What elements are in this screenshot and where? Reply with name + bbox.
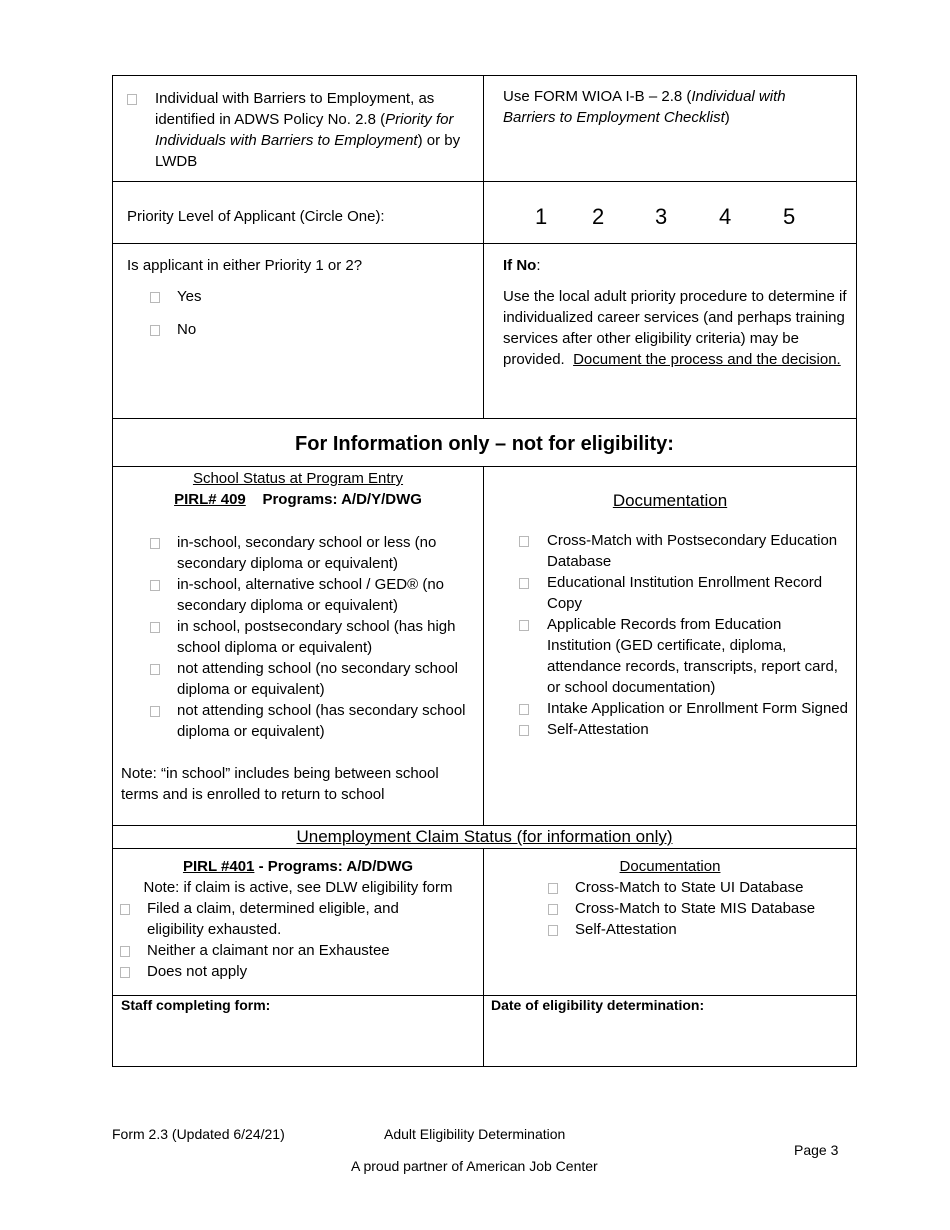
barriers-policy-title: Priority for Individuals with Barriers to Employment [155, 111, 454, 149]
unemployment-heading-cell [113, 826, 857, 849]
school-documentation-list [519, 530, 848, 740]
unemployment-documentation-item [548, 898, 848, 919]
school-status-pirl [113, 489, 483, 510]
unemployment-documentation-item [548, 877, 848, 898]
if-no-colon: : [536, 257, 541, 274]
info-heading: For Information only – not for eligibility: [295, 433, 674, 455]
priority-no-option [150, 319, 483, 340]
documentation-checkbox[interactable] [519, 620, 529, 631]
if-no-document-instruction: Document the process and the decision. [573, 351, 841, 368]
documentation-checkbox[interactable] [519, 578, 529, 589]
barriers-text-end: ) or by LWDB [155, 132, 461, 170]
school-documentation-title: Documentation [612, 491, 728, 510]
staff-cell [113, 996, 484, 1067]
form-reference-close: ) [724, 109, 730, 126]
school-status-option [150, 616, 475, 658]
priority-yes-checkbox[interactable] [150, 292, 160, 303]
eligibility-form-table [112, 75, 857, 1067]
unemployment-documentation-cell [484, 849, 857, 996]
priority-question-row [113, 244, 857, 419]
documentation-checkbox[interactable] [548, 883, 558, 894]
priority-levels [484, 182, 856, 232]
documentation-checkbox[interactable] [519, 725, 529, 736]
unemployment-documentation-list [548, 877, 848, 940]
priority-level-row [113, 182, 857, 244]
unemployment-option-label: Does not apply [147, 963, 248, 980]
barriers-form-reference [503, 86, 842, 128]
documentation-checkbox[interactable] [548, 904, 558, 915]
date-label: Date of eligibility determination: [491, 997, 705, 1013]
documentation-item-label: Cross-Match with Postsecondary Education Database [547, 532, 838, 570]
if-no-text: Use the local adult priority procedure to determine if individualized career services (and perhaps training services after other eligibility criteria) may be provided. [503, 288, 847, 368]
date-cell [484, 996, 857, 1067]
school-status-pirl-number: PIRL# 409 [174, 491, 246, 508]
staff-label: Staff completing form: [121, 997, 271, 1013]
school-status-option-label: not attending school (no secondary school diploma or equivalent) [177, 660, 459, 698]
school-documentation-item [519, 572, 848, 614]
unemployment-pirl [113, 856, 483, 877]
priority-level-2[interactable]: 2 [592, 204, 605, 229]
unemployment-claim-cell [113, 849, 484, 996]
unemployment-checkbox[interactable] [120, 904, 130, 915]
school-status-option [150, 532, 475, 574]
barriers-row [113, 76, 857, 182]
unemployment-options [120, 898, 453, 982]
unemployment-heading-row [113, 826, 857, 849]
footer-page-number: Page 3 [794, 1142, 839, 1158]
unemployment-option [120, 961, 453, 982]
documentation-item-label: Self-Attestation [547, 721, 649, 738]
unemployment-option-label: Neither a claimant nor an Exhaustee [147, 942, 390, 959]
school-status-option-label: not attending school (has secondary school diploma or equivalent) [177, 702, 466, 740]
priority-label-cell [113, 182, 484, 244]
priority-level-3[interactable]: 3 [655, 204, 668, 229]
school-documentation-item [519, 530, 848, 572]
barriers-option [127, 88, 469, 172]
unemployment-note: Note: if claim is active, see DLW eligibility form [143, 879, 453, 896]
barriers-text: Individual with Barriers to Employment, as identified in ADWS Policy No. 2.8 ( [155, 90, 435, 128]
barriers-cell [113, 76, 484, 182]
if-no-label: If No [503, 257, 537, 274]
barriers-form-cell [484, 76, 857, 182]
unemployment-option [120, 940, 453, 961]
unemployment-documentation-title: Documentation [619, 858, 721, 875]
unemployment-option-label: Filed a claim, determined eligible, and eligibility exhausted. [147, 900, 399, 938]
unemployment-heading: Unemployment Claim Status (for information only) [296, 827, 673, 846]
priority-yes-label: Yes [177, 288, 202, 305]
unemployment-row [113, 849, 857, 996]
priority-question: Is applicant in either Priority 1 or 2? [127, 257, 363, 274]
form-reference-text: Use FORM WIOA I-B – 2.8 ( [503, 88, 692, 105]
school-status-checkbox[interactable] [150, 706, 160, 717]
documentation-item-label: Educational Institution Enrollment Record Copy [547, 574, 823, 612]
school-status-row [113, 467, 857, 826]
school-status-note: Note: “in school” includes being between school terms and is enrolled to return to school [121, 765, 439, 803]
signoff-row [113, 996, 857, 1067]
unemployment-programs: - Programs: A/D/DWG [254, 858, 414, 875]
priority-no-label: No [177, 321, 197, 338]
priority-level-1[interactable]: 1 [535, 204, 548, 229]
date-entry-area[interactable] [484, 1014, 856, 1062]
school-status-option-label: in-school, alternative school / GED® (no secondary diploma or equivalent) [177, 576, 445, 614]
documentation-checkbox[interactable] [519, 704, 529, 715]
documentation-item-label: Self-Attestation [575, 921, 677, 938]
staff-entry-area[interactable] [113, 1014, 483, 1062]
school-status-option [150, 574, 475, 616]
if-no-heading [503, 255, 848, 276]
footer-form-id: Form 2.3 (Updated 6/24/21) [112, 1126, 285, 1142]
school-status-options [150, 532, 475, 742]
barriers-checkbox[interactable] [127, 94, 137, 105]
footer-doc-title: Adult Eligibility Determination [384, 1126, 566, 1142]
priority-level-4[interactable]: 4 [719, 204, 732, 229]
unemployment-checkbox[interactable] [120, 946, 130, 957]
if-no-instructions [503, 286, 848, 370]
info-heading-row [113, 419, 857, 467]
priority-yes-option [150, 286, 483, 307]
documentation-checkbox[interactable] [519, 536, 529, 547]
footer-tagline: A proud partner of American Job Center [351, 1158, 598, 1174]
school-status-option [150, 658, 475, 700]
unemployment-pirl-number: PIRL #401 [182, 858, 255, 875]
documentation-item-label: Applicable Records from Education Institution (GED certificate, diploma, attendance records, transcripts, report card, or school documentation) [547, 616, 838, 696]
priority-label: Priority Level of Applicant (Circle One): [127, 208, 385, 225]
school-status-cell [113, 467, 484, 826]
school-documentation-cell [484, 467, 857, 826]
priority-no-checkbox[interactable] [150, 325, 160, 336]
documentation-checkbox[interactable] [548, 925, 558, 936]
info-heading-cell [113, 419, 857, 467]
school-status-title: School Status at Program Entry [192, 470, 404, 487]
priority-question-cell [113, 244, 484, 419]
unemployment-documentation-item [548, 919, 848, 940]
school-status-checkbox[interactable] [150, 622, 160, 633]
school-status-option [150, 700, 475, 742]
if-no-cell [484, 244, 857, 419]
school-status-checkbox[interactable] [150, 538, 160, 549]
school-status-programs: Programs: A/D/Y/DWG [262, 491, 422, 508]
documentation-item-label: Cross-Match to State MIS Database [575, 900, 816, 917]
school-status-checkbox[interactable] [150, 664, 160, 675]
priority-level-5[interactable]: 5 [783, 204, 796, 229]
unemployment-option [120, 898, 453, 940]
school-status-option-label: in school, postsecondary school (has high school diploma or equivalent) [177, 618, 456, 656]
school-documentation-item [519, 698, 848, 719]
school-status-checkbox[interactable] [150, 580, 160, 591]
documentation-item-label: Cross-Match to State UI Database [575, 879, 804, 896]
school-documentation-item [519, 719, 848, 740]
priority-levels-cell [484, 182, 857, 244]
school-documentation-item [519, 614, 848, 698]
documentation-item-label: Intake Application or Enrollment Form Signed [547, 700, 848, 717]
form-reference-title: Individual with Barriers to Employment Checklist [503, 88, 786, 126]
unemployment-checkbox[interactable] [120, 967, 130, 978]
school-status-option-label: in-school, secondary school or less (no secondary diploma or equivalent) [177, 534, 437, 572]
